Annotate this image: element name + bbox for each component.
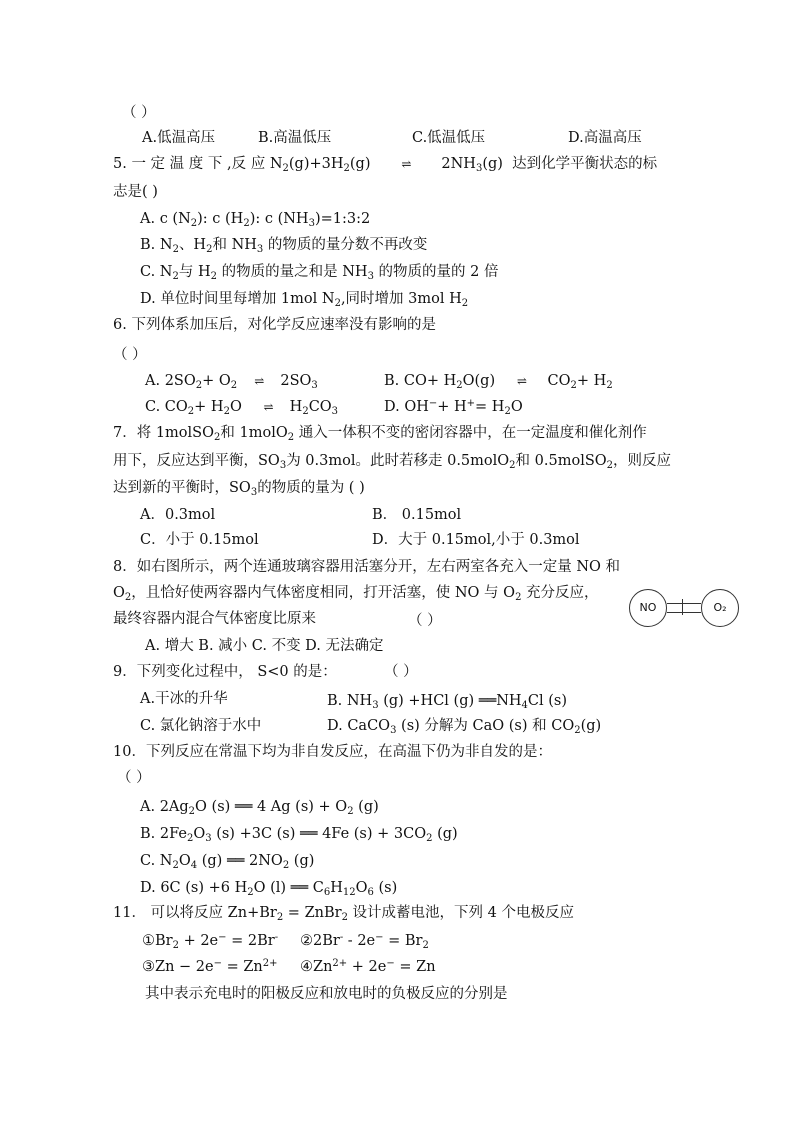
- connected-vessels-diagram: [629, 589, 741, 629]
- q10-paren: （ ）: [117, 770, 151, 786]
- q5-stem-cont: 志是( ): [113, 184, 158, 200]
- q4-option-c: C.低温低压: [412, 130, 486, 146]
- q10-option-d: D. 6C (s) +6 $H_2O$ (l) ══ $C_6H_{12}O_6$ (s): [140, 880, 398, 898]
- o2-vessel: O₂: [701, 589, 739, 627]
- q8-stem-line1: 8．如右图所示，两个连通玻璃容器用活塞分开，左右两室各充入一定量 NO 和: [113, 559, 621, 575]
- q7-stem-line1: 7．将 1molSO$_2$和 1molO$_2$ 通入一体积不变的密闭容器中，在一定温度和催化剂作: [113, 425, 647, 443]
- q9-option-b: B. $NH_3$ (g) +HCl (g) $══NH_4Cl$ (s): [327, 693, 568, 711]
- q5-option-d: D. 单位时间里每增加 1mol $N_2$,同时增加 3mol $H_2$: [140, 291, 469, 309]
- q9-option-c: C. 氯化钠溶于水中: [140, 718, 262, 734]
- q7-option-a: A．0.3mol: [140, 507, 216, 523]
- q6-option-a: A. $2SO_2+ O_2$ ⇌ $2SO_3$: [145, 373, 318, 391]
- q10-option-b: B. $2Fe_2O_3$ (s) +3C (s) ══ 4Fe $(s) + 3CO_2$ (g): [140, 826, 458, 844]
- q5-stem: 5. 一 定 温 度 下 ,反 应 $N_2(g)+3H_2(g)$ ⇌ $2NH_3(g)$ 达到化学平衡状态的标: [113, 156, 658, 174]
- q8-stem-line3: 最终容器内混合气体密度比原来: [113, 611, 316, 627]
- q11-final-line: 其中表示充电时的阳极反应和放电时的负极反应的分别是: [145, 986, 508, 1002]
- q5-option-b: B. $N_2$、$H_2$和 $NH_3$ 的物质的量分数不再改变: [140, 237, 428, 255]
- q7-stem-line2: 用下，反应达到平衡，$SO_3$为 0.3mol。此时若移走 0.5molO$_2$和 0.5molSO$_2$，则反应: [113, 453, 672, 471]
- q10-stem: 10．下列反应在常温下均为非自发反应，在高温下仍为非自发的是：: [113, 744, 552, 760]
- q6-option-b: B. $CO+ H_2O(g)$ ⇌ $CO_2+ H_2$: [384, 373, 613, 391]
- q5-option-c: C. $N_2$与 $H_2$ 的物质的量之和是 $NH_3$ 的物质的量的 2 倍: [140, 264, 499, 282]
- q9-stem: 9．下列变化过程中， S<0 的是：: [113, 664, 337, 680]
- q5-option-a: A. c $(N_2)$: c $(H_2)$: c $(NH_3)=1:3:2$: [140, 211, 371, 229]
- q9-option-d: D. CaCO$_3$ (s) 分解为 CaO (s) 和 $CO_2(g)$: [327, 718, 602, 736]
- q4-option-a: A.低温高压: [142, 130, 216, 146]
- q8-stem-line2: $O_2$，且恰好使两容器内气体密度相同，打开活塞，使 NO 与 $O_2$ 充分反应，: [113, 585, 599, 603]
- q8-options: A. 增大 B. 减小 C. 不变 D. 无法确定: [145, 638, 384, 654]
- q7-option-b: B． 0.15mol: [372, 507, 462, 523]
- q11-reaction-2: ②2Br- - $2e^- = Br_2$: [300, 932, 429, 951]
- q9-paren: （ ）: [384, 664, 418, 680]
- q11-reaction-1: $①Br_2 + 2e^- = 2Br^-$: [142, 932, 279, 951]
- q7-option-d: D．大于 0.15mol,小于 0.3mol: [372, 532, 580, 548]
- q4-paren: （ ）: [122, 105, 156, 121]
- q6-option-d: D. $OH^-+ H^+= H_2O$: [384, 398, 523, 417]
- q6-stem: 6. 下列体系加压后，对化学反应速率没有影响的是: [113, 317, 436, 333]
- q11-reaction-3: ③Zn − $2e^- = Zn^{2+}$: [142, 958, 278, 975]
- q6-paren: （ ）: [113, 347, 147, 363]
- q4-option-d: D.高温高压: [568, 130, 642, 146]
- q9-option-a: A.干冰的升华: [140, 691, 228, 707]
- no-vessel: NO: [629, 589, 667, 627]
- q10-option-c: C. $N_2O_4$ (g) ══ $2NO_2$ (g): [140, 853, 315, 871]
- q4-option-b: B.高温低压: [258, 130, 332, 146]
- q6-option-c: C. $CO_2+ H_2O$ ⇌ $H_2CO_3$: [145, 399, 339, 417]
- q8-paren: （ ）: [408, 613, 442, 629]
- q7-stem-line3: 达到新的平衡时，$SO_3$的物质的量为 ( ): [113, 480, 365, 498]
- stopcock-valve: [682, 599, 686, 615]
- q11-stem: 11． 可以将反应 $Zn+Br_2$ = ZnBr$_2$ 设计成蓄电池，下列 4 个电极反应: [113, 905, 575, 923]
- q7-option-c: C．小于 0.15mol: [140, 532, 259, 548]
- q11-reaction-4: $④Zn^{2+} + 2e^- = Zn$: [300, 958, 436, 975]
- q10-option-a: A. $2Ag_2O$ (s) ══ 4 Ag $(s) + O_2$ (g): [140, 799, 379, 817]
